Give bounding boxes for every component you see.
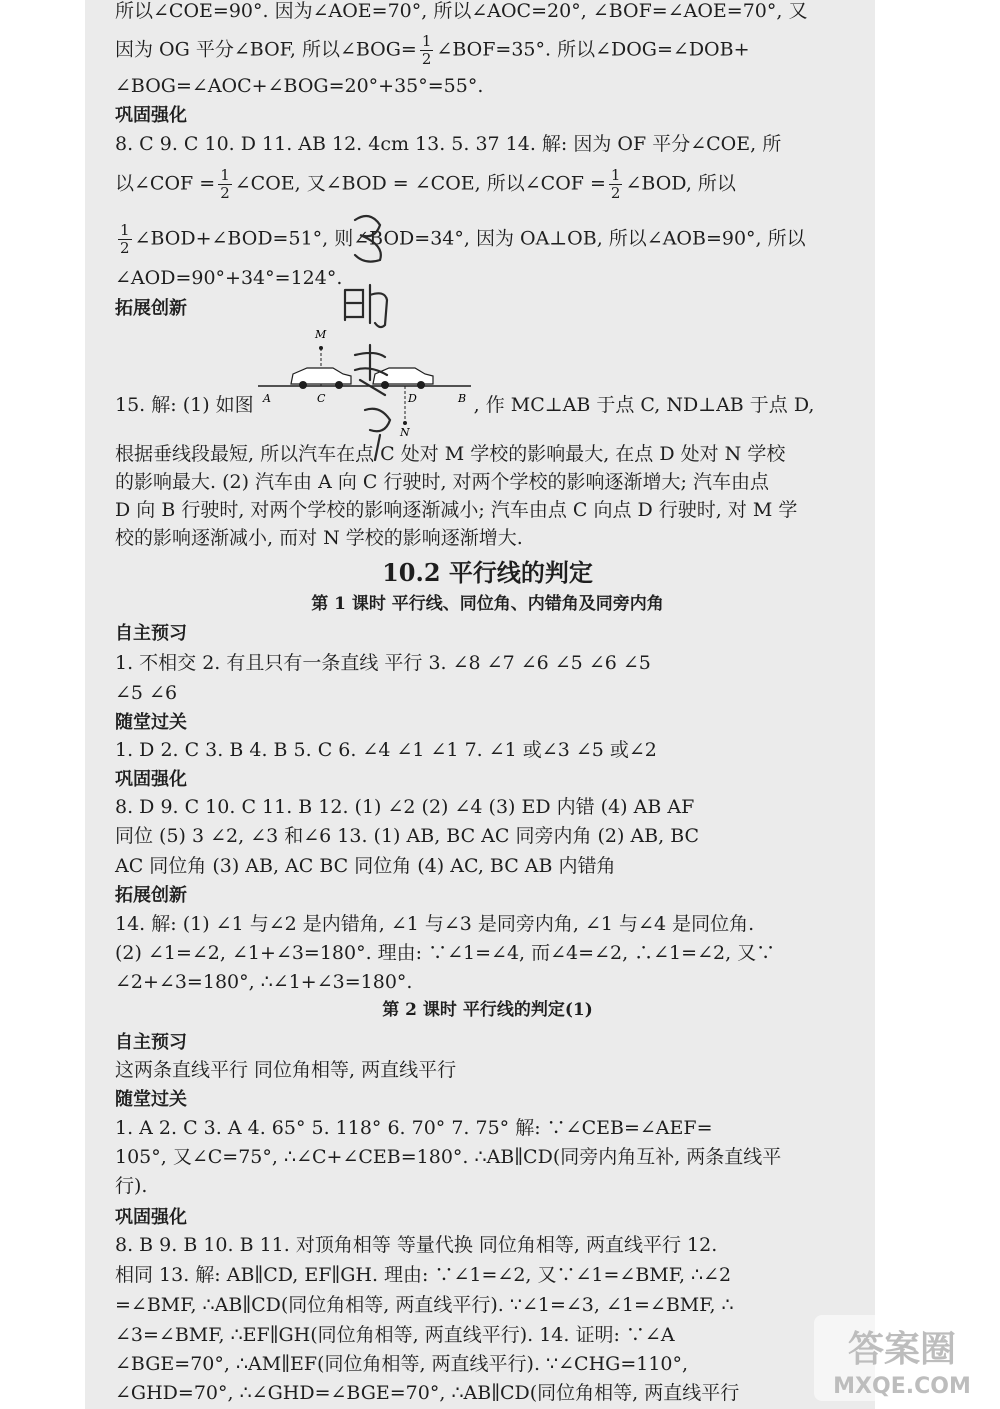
fraction-numerator: 1 bbox=[220, 166, 230, 184]
text-line: ∠BOG=∠AOC+∠BOG=20°+35°=55°. bbox=[115, 75, 484, 97]
text-line: 1. D 2. C 3. B 4. B 5. C 6. ∠4 ∠1 ∠1 7. ∠1 或∠3 ∠5 或∠2 bbox=[115, 739, 657, 761]
fraction bbox=[218, 167, 232, 202]
text-span: ∠COE, 又∠BOD = ∠COE, 所以∠COF = bbox=[234, 172, 606, 195]
text-line: D 向 B 行驶时, 对两个学校的影响逐渐减小; 汽车由点 C 向点 D 行驶时, 对 M 学 bbox=[115, 499, 798, 521]
section-heading: 拓展创新 bbox=[115, 885, 187, 906]
text-line bbox=[115, 167, 736, 202]
section-heading: 自主预习 bbox=[115, 1032, 187, 1053]
section-heading: 拓展创新 bbox=[115, 298, 187, 319]
text-line: 校的影响逐渐减小, 而对 N 学校的影响逐渐增大. bbox=[115, 527, 523, 549]
label-n: N bbox=[400, 426, 410, 438]
text-line: ∠AOD=90°+34°=124°. bbox=[115, 267, 343, 289]
text-line: 同位 (5) 3 ∠2, ∠3 和∠6 13. (1) AB, BC AC 同旁内角 (2) AB, BC bbox=[115, 825, 700, 847]
fraction-numerator: 1 bbox=[120, 221, 130, 239]
fraction bbox=[118, 222, 132, 257]
text-line: 根据垂线段最短, 所以汽车在点 C 处对 M 学校的影响最大, 在点 D 处对 N 学校 bbox=[115, 443, 786, 465]
svg-text:答案圈: 答案圈 bbox=[847, 1329, 957, 1370]
text-line: 8. B 9. B 10. B 11. 对顶角相等 等量代换 同位角相等, 两直线平行 12. bbox=[115, 1234, 718, 1256]
text-span: , 作 MC⊥AB 于点 C, ND⊥AB 于点 D, bbox=[473, 394, 815, 416]
scanned-page bbox=[85, 0, 875, 1409]
svg-text:MXQE.COM: MXQE.COM bbox=[833, 1374, 971, 1399]
text-line: 行). bbox=[115, 1175, 148, 1197]
text-line: 1. 不相交 2. 有且只有一条直线 平行 3. ∠8 ∠7 ∠6 ∠5 ∠6 ∠5 bbox=[115, 652, 651, 674]
label-c: C bbox=[317, 392, 326, 405]
section-title: 10.2 平行线的判定 bbox=[382, 558, 593, 587]
text-line: ∠GHD=70°, ∴∠GHD=∠BGE=70°, ∴AB∥CD(同位角相等, 两直线平行 bbox=[115, 1382, 740, 1404]
text-span: 以∠COF = bbox=[115, 172, 216, 195]
section-heading: 随堂过关 bbox=[115, 712, 187, 733]
handwriting-scribble bbox=[325, 205, 475, 465]
section-heading: 巩固强化 bbox=[115, 105, 187, 126]
text-line: ∠5 ∠6 bbox=[115, 682, 178, 704]
fraction-denominator: 2 bbox=[421, 50, 432, 68]
text-line: 1. A 2. C 3. A 4. 65° 5. 118° 6. 70° 7. 75° 解: ∵∠CEB=∠AEF= bbox=[115, 1117, 713, 1139]
fraction bbox=[420, 33, 434, 68]
text-line: 105°, 又∠C=75°, ∴∠C+∠CEB=180°. ∴AB∥CD(同旁内角互补, 两条直线平 bbox=[115, 1146, 782, 1168]
fraction-numerator: 1 bbox=[421, 32, 432, 50]
label-m: M bbox=[315, 328, 327, 341]
text-span: ∠BOD, 所以 bbox=[625, 172, 736, 195]
text-span: ∠BOD+∠BOD=51°, 则∠BOD=34°, 因为 OA⊥OB, 所以∠AOB=90°, 所以 bbox=[134, 227, 806, 250]
text-line bbox=[115, 33, 750, 68]
section-heading: 自主预习 bbox=[115, 623, 187, 644]
fraction-denominator: 2 bbox=[610, 184, 621, 202]
text-line: ∠3=∠BMF, ∴EF∥GH(同位角相等, 两直线平行). 14. 证明: ∵∠A bbox=[115, 1324, 675, 1346]
text-line: 的影响最大. (2) 汽车由 A 向 C 行驶时, 对两个学校的影响逐渐增大; 汽车由点 bbox=[115, 471, 769, 493]
text-line: 14. 解: (1) ∠1 与∠2 是内错角, ∠1 与∠3 是同旁内角, ∠1 与∠4 是同位角. bbox=[115, 913, 755, 935]
watermark-logo bbox=[812, 1313, 992, 1403]
fraction-denominator: 2 bbox=[120, 239, 130, 257]
text-line: (2) ∠1=∠2, ∠1+∠3=180°. 理由: ∵∠1=∠4, 而∠4=∠2, ∴∠1=∠2, 又∵ bbox=[115, 942, 776, 964]
section-heading: 巩固强化 bbox=[115, 769, 187, 790]
fraction-denominator: 2 bbox=[220, 184, 230, 202]
text-line: 8. D 9. C 10. C 11. B 12. (1) ∠2 (2) ∠4 (3) ED 内错 (4) AB AF bbox=[115, 796, 695, 818]
text-line: ∠2+∠3=180°, ∴∠1+∠3=180°. bbox=[115, 971, 413, 993]
text-line: 相同 13. 解: AB∥CD, EF∥GH. 理由: ∵∠1=∠2, 又∵∠1=∠BMF, ∴∠2 bbox=[115, 1264, 732, 1286]
text-line: 8. C 9. C 10. D 11. AB 12. 4cm 13. 5. 37 14. 解: 因为 OF 平分∠COE, 所 bbox=[115, 133, 782, 155]
text-span: ∠BOF=35°. 所以∠DOG=∠DOB+ bbox=[436, 38, 750, 61]
section-heading: 随堂过关 bbox=[115, 1089, 187, 1110]
section-heading: 巩固强化 bbox=[115, 1207, 187, 1228]
text-line: 这两条直线平行 同位角相等, 两直线平行 bbox=[115, 1059, 457, 1081]
text-line: ∠BGE=70°, ∴AM∥EF(同位角相等, 两直线平行). ∵∠CHG=110°, bbox=[115, 1353, 689, 1375]
text-span: 因为 OG 平分∠BOF, 所以∠BOG= bbox=[115, 38, 417, 61]
label-b: B bbox=[458, 392, 467, 405]
text-line: 所以∠COE=90°. 因为∠AOE=70°, 所以∠AOC=20°, ∠BOF=∠AOE=70°, 又 bbox=[115, 0, 808, 22]
text-line: AC 同位角 (3) AB, AC BC 同位角 (4) AC, BC AB 内错角 bbox=[115, 855, 616, 877]
watermark-icon bbox=[812, 1313, 992, 1403]
point-m bbox=[319, 346, 323, 350]
lesson-subtitle: 第 2 课时 平行线的判定(1) bbox=[382, 1000, 593, 1020]
lesson-subtitle: 第 1 课时 平行线、同位角、内错角及同旁内角 bbox=[311, 594, 664, 614]
fraction bbox=[609, 167, 623, 202]
fraction-numerator: 1 bbox=[610, 166, 621, 184]
text-span: 15. 解: (1) 如图 bbox=[115, 394, 254, 416]
text-line: =∠BMF, ∴AB∥CD(同位角相等, 两直线平行). ∵∠1=∠3, ∠1=∠BMF, ∴ bbox=[115, 1294, 734, 1316]
label-a: A bbox=[263, 392, 271, 405]
label-d: D bbox=[408, 392, 417, 405]
